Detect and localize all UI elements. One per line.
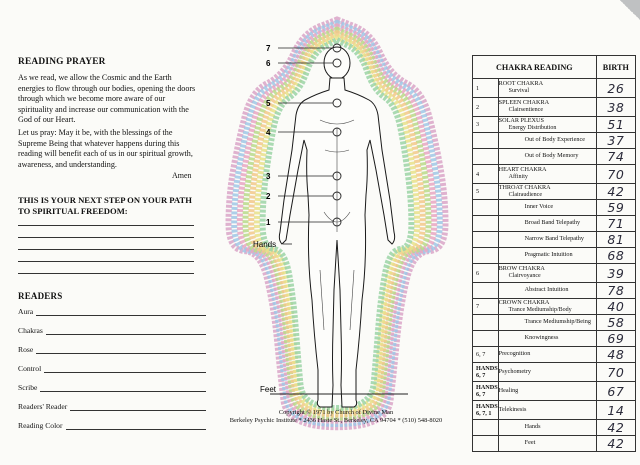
ability-name: Feet: [524, 439, 536, 447]
chakra-number-label: 2: [266, 192, 271, 201]
reader-row-readers-reader: [18, 399, 206, 411]
chakra-number: HANDS 6, 7: [473, 363, 499, 382]
table-row: [473, 382, 636, 401]
write-line[interactable]: [18, 273, 194, 274]
table-header-birth: BIRTH: [596, 56, 635, 79]
reader-label: Scribe: [18, 383, 38, 392]
ability-name: Abstract Intuition: [524, 286, 569, 294]
chakra-number-label: 4: [266, 128, 271, 137]
chakra-name-cell: [498, 363, 596, 382]
ability-name: Healing: [498, 386, 519, 394]
write-line[interactable]: [18, 237, 194, 238]
copyright-line-1: Copyright © 1971 by Church of Divine Man: [278, 409, 394, 416]
reader-row-aura: [18, 304, 206, 316]
chakra-name: SPLEEN CHAKRA: [498, 99, 550, 107]
table-row: [473, 331, 636, 347]
reader-label: Readers' Reader: [18, 402, 68, 411]
chakra-number: 5: [473, 184, 499, 200]
chakra-name: CROWN CHAKRA: [498, 298, 550, 306]
table-row: [473, 98, 636, 117]
chakra-number: [473, 420, 499, 436]
reader-field[interactable]: [70, 402, 206, 411]
chakra-number: [473, 436, 499, 452]
ability-name: Broad Band Telepathy: [524, 219, 581, 227]
birth-value[interactable]: 67: [596, 382, 635, 401]
reader-label: Rose: [18, 345, 34, 354]
reader-row-scribe: [18, 380, 206, 392]
table-row: [473, 200, 636, 216]
birth-value[interactable]: 14: [596, 401, 635, 420]
reader-label: Control: [18, 364, 42, 373]
birth-value[interactable]: 40: [596, 299, 635, 315]
chakra-number-label: 3: [266, 172, 271, 181]
birth-value[interactable]: 59: [596, 200, 635, 216]
ability-name: Pragmatic Intuition: [524, 251, 573, 259]
chakra-name-cell: [498, 98, 596, 117]
reader-field[interactable]: [40, 383, 206, 392]
table-row: [473, 401, 636, 420]
chakra-number: [473, 331, 499, 347]
table-row: [473, 264, 636, 283]
write-line[interactable]: [18, 249, 194, 250]
chakra-number-label: 6: [266, 59, 271, 68]
ability-name: Hands: [524, 423, 541, 431]
chakra-name-cell: [498, 347, 596, 363]
birth-value[interactable]: 42: [596, 436, 635, 452]
chakra-number: 4: [473, 165, 499, 184]
next-step-heading: THIS IS YOUR NEXT STEP ON YOUR PATH TO SPIRITUAL FREEDOM:: [18, 195, 192, 216]
reader-label: Aura: [18, 307, 34, 316]
chakra-number: [473, 283, 499, 299]
reader-row-chakras: [18, 323, 206, 335]
chakra-ability: Clairvoyance: [508, 273, 541, 279]
table-body: [473, 79, 636, 452]
chakra-name-cell: [498, 216, 596, 232]
chakra-name: SOLAR PLEXUS: [498, 116, 544, 124]
chakra-number: 1: [473, 79, 499, 98]
prayer-paragraph-1: As we read, we allow the Cosmic and the Earth energies to flow through our bodies, opening the doors through which we become more aware of our spirituality and increase our communication with the God of our Heart.: [18, 73, 196, 125]
chakra-number: 6: [473, 264, 499, 283]
table-row: [473, 363, 636, 382]
reader-label: Chakras: [18, 326, 43, 335]
chakra-number: [473, 248, 499, 264]
chakra-number: [473, 200, 499, 216]
birth-value[interactable]: 81: [596, 232, 635, 248]
table-row: [473, 133, 636, 149]
birth-value[interactable]: 38: [596, 98, 635, 117]
chakra-number: HANDS 6, 7, 1: [473, 401, 499, 420]
chakra-number: [473, 315, 499, 331]
chakra-name: HEART CHAKRA: [498, 166, 547, 174]
chakra-number: 6, 7: [473, 347, 499, 363]
table-header: CHAKRA READING: [473, 56, 597, 79]
reader-row-rose: [18, 342, 206, 354]
table-row: [473, 436, 636, 452]
table-row: [473, 165, 636, 184]
reader-field[interactable]: [46, 326, 206, 335]
chakra-name-cell: [498, 184, 596, 200]
chakra-name-cell: [498, 315, 596, 331]
chakra-name: ROOT CHAKRA: [498, 80, 544, 88]
feet-label: Feet: [260, 385, 277, 394]
birth-value[interactable]: 42: [596, 420, 635, 436]
reader-field[interactable]: [66, 421, 206, 430]
prayer-paragraph-2: Let us pray: May it be, with the blessings of the Supreme Being that whatever happens during this reading will benefit each of us in our spiritual growth, awareness, and understanding.: [18, 128, 193, 169]
ability-name: Inner Voice: [524, 203, 554, 211]
birth-value[interactable]: 71: [596, 216, 635, 232]
chakra-name: THROAT CHAKRA: [498, 183, 551, 191]
chakra-name: BROW CHAKRA: [498, 265, 545, 273]
amen-text: Amen: [172, 171, 192, 180]
aura-figure: [208, 0, 470, 465]
chakra-name-cell: [498, 331, 596, 347]
birth-value[interactable]: 78: [596, 283, 635, 299]
chakra-name-cell: [498, 149, 596, 165]
chakra-name-cell: [498, 79, 596, 98]
chakra-number-label: 7: [266, 44, 271, 53]
next-step-lines: [18, 225, 194, 284]
chakra-reading-table: [472, 55, 636, 452]
birth-value[interactable]: 42: [596, 184, 635, 200]
birth-value[interactable]: 68: [596, 248, 635, 264]
chakra-ability: Clairaudience: [508, 191, 542, 198]
chakra-number: HANDS 6, 7: [473, 382, 499, 401]
chakra-name-cell: [498, 382, 596, 401]
chakra-name-cell: [498, 420, 596, 436]
copyright-line-2: Berkeley Psychic Institute * 2436 Haste St., Berkeley, CA 94704 * (510) 548-8020: [229, 417, 443, 425]
ability-name: Knowingness: [524, 334, 559, 342]
table-row: [473, 232, 636, 248]
chakra-name-cell: [498, 264, 596, 283]
ability-name: Out of Body Memory: [524, 152, 579, 160]
write-line[interactable]: [18, 225, 194, 226]
birth-value[interactable]: 58: [596, 315, 635, 331]
birth-value[interactable]: 39: [596, 264, 635, 283]
reader-row-reading-color: [18, 418, 206, 430]
folded-corner: [620, 0, 640, 20]
chakra-number: [473, 149, 499, 165]
table-row: [473, 149, 636, 165]
ability-name: Psychometry: [498, 367, 531, 375]
birth-value[interactable]: 26: [596, 79, 635, 98]
chakra-ability: Affinity: [508, 174, 528, 180]
chakra-name-cell: [498, 232, 596, 248]
chakra-name-cell: [498, 117, 596, 133]
table-row: [473, 117, 636, 133]
table-row: [473, 248, 636, 264]
chakra-number: 2: [473, 98, 499, 117]
chakra-name-cell: [498, 133, 596, 149]
write-line[interactable]: [18, 261, 194, 262]
reader-field[interactable]: [44, 364, 206, 373]
reading-prayer-title: READING PRAYER: [18, 57, 106, 67]
table-row: [473, 420, 636, 436]
copyright-block: [198, 409, 474, 425]
ability-name: Narrow Band Telepathy: [524, 235, 584, 243]
reader-field[interactable]: [36, 345, 206, 354]
birth-value[interactable]: 74: [596, 149, 635, 165]
chakra-name-cell: [498, 165, 596, 184]
reader-label: Reading Color: [18, 421, 63, 430]
chakra-name-cell: [498, 299, 596, 315]
table-row: [473, 216, 636, 232]
ability-name: Precognition: [498, 350, 531, 358]
table-row: [473, 315, 636, 331]
chakra-name-cell: [498, 283, 596, 299]
chakra-number: 7: [473, 299, 499, 315]
birth-value[interactable]: 70: [596, 363, 635, 382]
chakra-name-cell: [498, 401, 596, 420]
chakra-number: 3: [473, 117, 499, 133]
body-aura-illustration: [208, 0, 470, 465]
birth-value[interactable]: 69: [596, 331, 635, 347]
birth-value[interactable]: 37: [596, 133, 635, 149]
chakra-name-cell: [498, 248, 596, 264]
chakra-ability: Clairsentience: [508, 107, 543, 113]
table-row: [473, 79, 636, 98]
chakra-number-label: 1: [266, 218, 271, 227]
ability-name: Trance Mediumship/Being: [524, 318, 591, 326]
table-row: [473, 347, 636, 363]
chakra-number-label: 5: [266, 99, 271, 108]
chakra-name-cell: [498, 436, 596, 452]
ability-name: Out of Body Experience: [524, 136, 585, 144]
birth-value[interactable]: 48: [596, 347, 635, 363]
table-row: [473, 283, 636, 299]
birth-value[interactable]: 51: [596, 117, 635, 133]
left-column: [0, 0, 205, 465]
chakra-number: [473, 216, 499, 232]
chakra-name-cell: [498, 200, 596, 216]
birth-value[interactable]: 70: [596, 165, 635, 184]
hands-label: Hands: [253, 240, 277, 249]
chakra-number: [473, 133, 499, 149]
chakra-number: [473, 232, 499, 248]
chakra-ability: Trance Mediumship/Body: [508, 306, 572, 313]
table-row: [473, 184, 636, 200]
chakra-ability: Energy Distribution: [508, 124, 557, 131]
table-row: [473, 299, 636, 315]
reader-field[interactable]: [36, 307, 206, 316]
ability-name: Telekinesis: [498, 405, 527, 413]
chakra-ability: Survival: [508, 88, 530, 94]
readers-title: READERS: [18, 291, 63, 301]
reader-row-control: [18, 361, 206, 373]
